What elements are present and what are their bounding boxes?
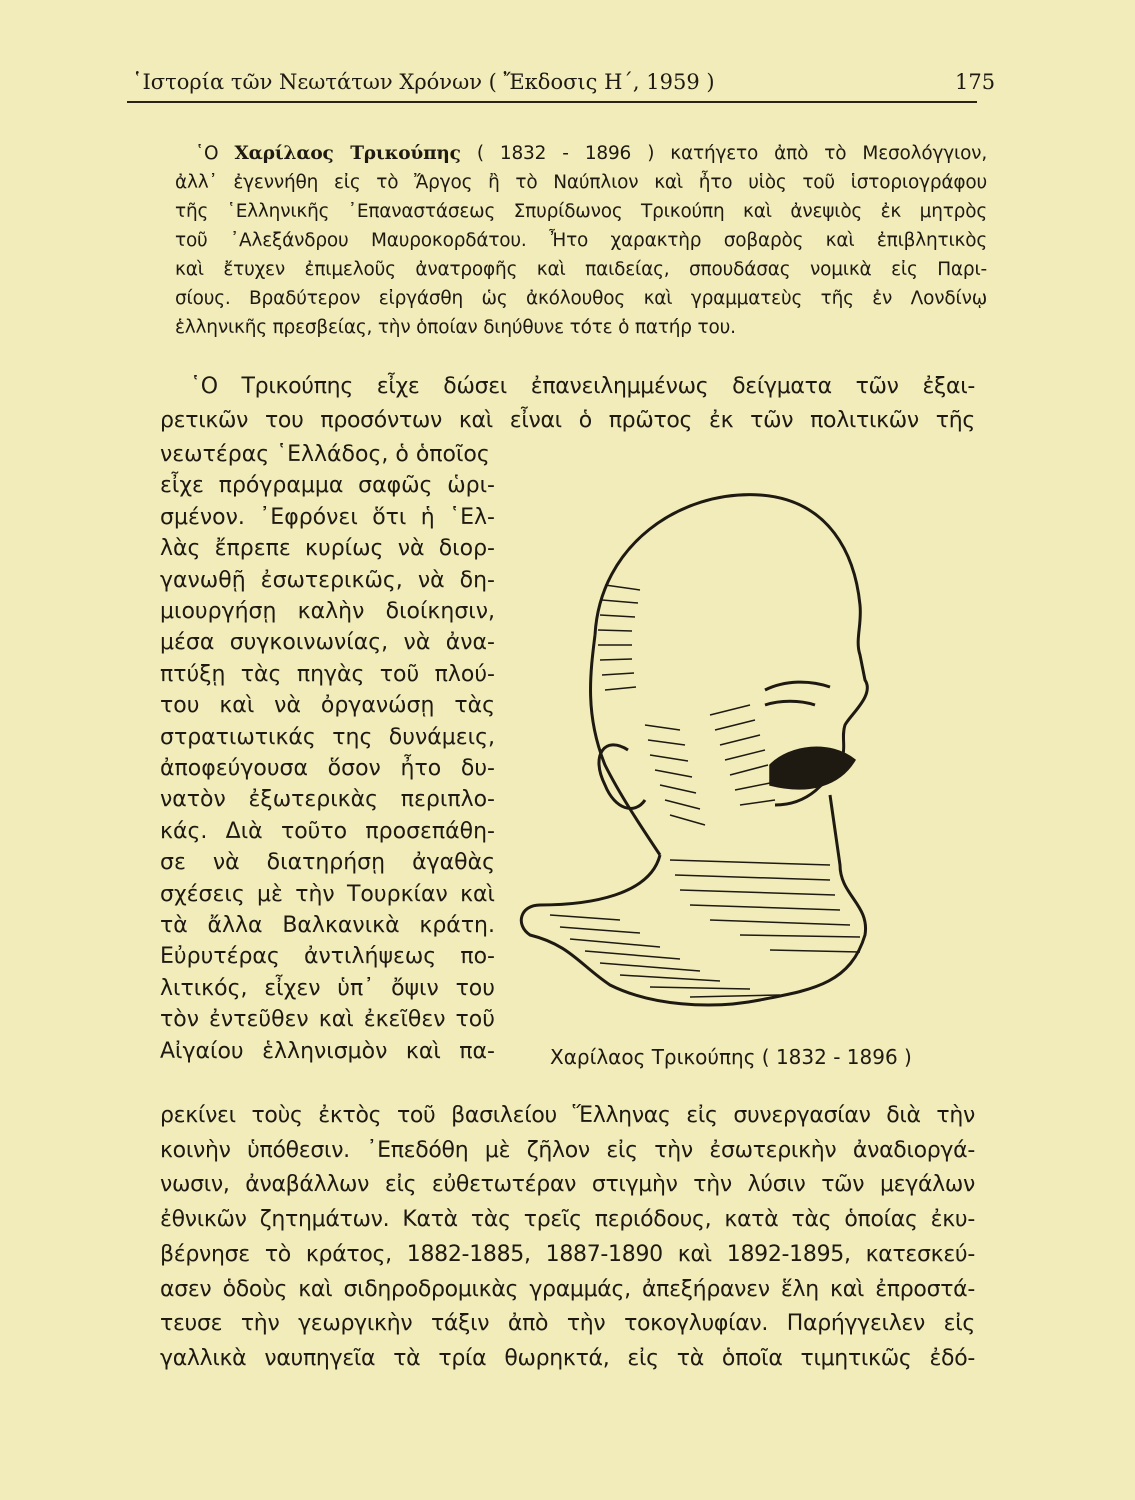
intro-line: σίους. Βραδύτερον εἰργάσθη ὡς ἀκόλουθος καὶ γραμματεὺς τῆς ἐν Λονδίνῳ — [175, 288, 987, 309]
body-line: τευσε τὴν γεωργικὴν τάξιν ἀπὸ τὴν τοκογλυφίαν. Παρήγγειλεν εἰς — [160, 1311, 975, 1337]
body-line: ρετικῶν του προσόντων καὶ εἶναι ὁ πρῶτος ἐκ τῶν πολιτικῶν τῆς — [160, 408, 975, 433]
left-column-line: λιτικός, εἶχεν ὑπ᾽ ὄψιν του — [160, 975, 495, 1001]
intro-line: ἑλληνικῆς πρεσβείας, τὴν ὁποίαν διηύθυνε τότε ὁ πατήρ του. — [175, 317, 736, 338]
body-line: ῾Ο Τρικούπης εἶχε δώσει ἐπανειλημμένως δείγματα τῶν ἐξαι- — [190, 374, 975, 399]
left-column-line: Αἰγαίου ἑλληνισμὸν καὶ πα- — [160, 1038, 495, 1064]
left-column-line: εἶχε πρόγραμμα σαφῶς ὡρι- — [160, 473, 495, 499]
header-rule — [127, 101, 977, 103]
left-column-line: Εὐρυτέρας ἀντιλήψεως πο- — [160, 944, 495, 970]
intro-lead: ῾Ο — [195, 143, 235, 164]
intro-first-line — [195, 140, 987, 168]
figure-caption: Χαρίλαος Τρικούπης ( 1832 - 1896 ) — [550, 1045, 912, 1069]
body-line: ρεκίνει τοὺς ἐκτὸς τοῦ βασιλείου Ἕλληνας εἰς συνεργασίαν διὰ τὴν — [160, 1103, 975, 1128]
left-column-line: κάς. Διὰ τοῦτο προσεπάθη- — [160, 818, 495, 844]
left-column-line: γανωθῇ ἐσωτερικῶς, νὰ δη- — [160, 567, 495, 593]
intro-line: καὶ ἔτυχεν ἐπιμελοῦς ἀνατροφῆς καὶ παιδείας, σπουδάσας νομικὰ εἰς Παρι- — [175, 259, 987, 280]
intro-line: ἀλλ᾽ ἐγεννήθη εἰς τὸ Ἄργος ἢ τὸ Ναύπλιον καὶ ἦτο υἱὸς τοῦ ἱστοριογράφου — [175, 172, 987, 193]
body-line: κοινὴν ὑπόθεσιν. ᾽Επεδόθη μὲ ζῆλον εἰς τὴν ἐσωτερικὴν ἀναδιοργά- — [160, 1137, 975, 1163]
body-line: ασεν ὁδοὺς καὶ σιδηροδρομικὰς γραμμάς, ἀπεξήρανεν ἕλη καὶ ἐπροστά- — [160, 1276, 975, 1302]
intro-line: τῆς ῾Ελληνικῆς ᾽Επαναστάσεως Σπυρίδωνος Τρικούπη καὶ ἀνεψιὸς ἐκ μητρὸς — [175, 201, 987, 222]
page-number: 175 — [955, 70, 996, 94]
body-line: ἐθνικῶν ζητημάτων. Κατὰ τὰς τρεῖς περιόδους, κατὰ τὰς ὁποίας ἐκυ- — [160, 1207, 975, 1233]
intro-name-bold: Χαρίλαος Τρικούπης — [234, 143, 461, 164]
left-column-line: νατὸν ἐξωτερικὰς περιπλο- — [160, 787, 495, 813]
running-header-title: ῾Ιστορία τῶν Νεωτάτων Χρόνων ( Ἔκδοσις Η΄, 1959 ) — [132, 70, 715, 94]
left-column-line: πτύξῃ τὰς πηγὰς τοῦ πλού- — [160, 661, 495, 687]
intro-first-line-rest: ( 1832 - 1896 ) κατήγετο ἀπὸ τὸ Μεσολόγγιον, — [460, 143, 987, 164]
left-column-line: νεωτέρας ῾Ελλάδος, ὁ ὁποῖος — [160, 442, 490, 467]
body-line: γαλλικὰ ναυπηγεῖα τὰ τρία θωρηκτά, εἰς τὰ ὁποῖα τιμητικῶς ἐδό- — [160, 1345, 975, 1371]
intro-line: τοῦ ᾽Αλεξάνδρου Μαυροκορδάτου. Ἦτο χαρακτὴρ σοβαρὸς καὶ ἐπιβλητικὸς — [175, 230, 987, 251]
left-column-line: σμένον. ᾽Εφρόνει ὅτι ἡ ῾Ελ- — [160, 504, 495, 530]
left-column-line: τὸν ἐντεῦθεν καὶ ἐκεῖθεν τοῦ — [160, 1007, 495, 1033]
left-column-line: στρατιωτικάς της δυνάμεις, — [160, 724, 495, 750]
portrait-engraving — [510, 465, 910, 1040]
left-column-line: ἀποφεύγουσα ὅσον ἦτο δυ- — [160, 756, 495, 781]
body-line: νωσιν, ἀναβάλλων εἰς εὐθετωτέραν στιγμὴν τὴν λύσιν τῶν μεγάλων — [160, 1172, 975, 1198]
left-column-line: σε νὰ διατηρήσῃ ἀγαθὰς — [160, 850, 495, 876]
left-column-line: του καὶ νὰ ὀργανώσῃ τὰς — [160, 693, 495, 719]
left-column-line: τὰ ἄλλα Βαλκανικὰ κράτη. — [160, 913, 495, 938]
left-column-line: λὰς ἔπρεπε κυρίως νὰ διορ- — [160, 536, 495, 562]
left-column-line: μέσα συγκοινωνίας, νὰ ἀνα- — [160, 630, 495, 656]
left-column-line: μιουργήσῃ καλὴν διοίκησιν, — [160, 599, 495, 624]
body-line: βέρνησε τὸ κράτος, 1882-1885, 1887-1890 καὶ 1892-1895, κατεσκεύ- — [160, 1241, 975, 1267]
left-column-line: σχέσεις μὲ τὴν Τουρκίαν καὶ — [160, 881, 495, 907]
